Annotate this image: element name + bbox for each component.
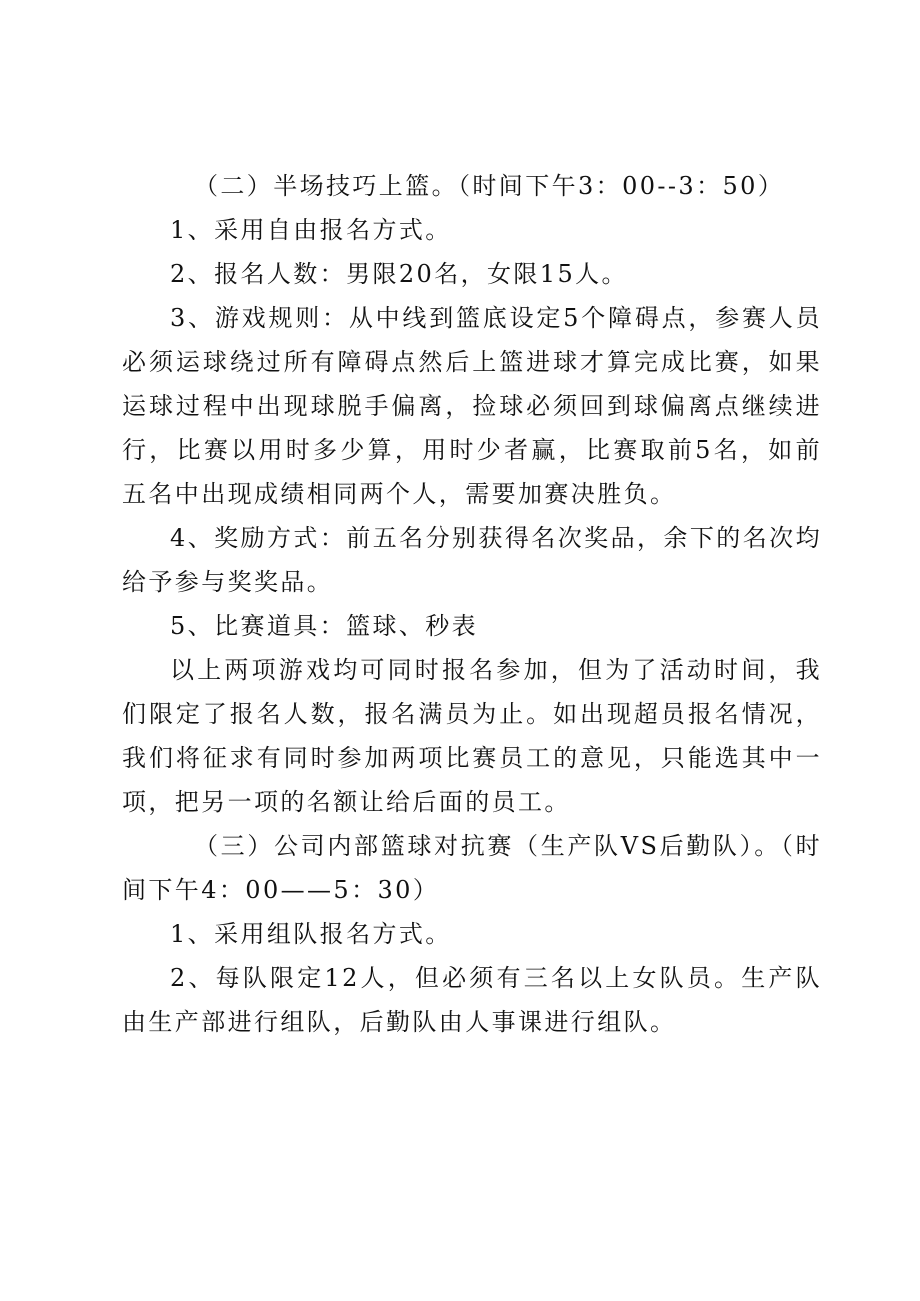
paragraph-team-size: 2、每队限定12人，但必须有三名以上女队员。生产队由生产部进行组队，后勤队由人事课进行组队。: [122, 964, 822, 1036]
paragraph-registration-note: 以上两项游戏均可同时报名参加，但为了活动时间，我们限定了报名人数，报名满员为止。如出现超员报名情况，我们将征求有同时参加两项比赛员工的意见，只能选其中一项，把另一项的名额让给后面的员工。: [122, 656, 822, 816]
paragraph-team-registration: 1、采用组队报名方式。: [170, 920, 452, 948]
paragraph-rewards: 4、奖励方式：前五名分别获得名次奖品，余下的名次均给予参与奖奖品。: [122, 524, 822, 596]
document-body: [122, 164, 822, 1044]
paragraph-registration-method: 1、采用自由报名方式。: [170, 216, 452, 244]
paragraph-registration-limit: 2、报名人数：男限20名，女限15人。: [170, 260, 628, 288]
section-heading-half-court-layup: （二）半场技巧上篮。（时间下午3：00--3：50）: [194, 172, 785, 200]
paragraph-equipment: 5、比赛道具：篮球、秒表: [170, 612, 479, 640]
paragraph-game-rules: 3、游戏规则：从中线到篮底设定5个障碍点，参赛人员必须运球绕过所有障碍点然后上篮进球才算完成比赛，如果运球过程中出现球脱手偏离，捡球必须回到球偏离点继续进行，比赛以用时多少算，用时少者赢，比赛取前5名，如前五名中出现成绩相同两个人，需要加赛决胜负。: [122, 304, 822, 508]
section-heading-basketball-match: （三）公司内部篮球对抗赛（生产队VS后勤队）。（时间下午4：00——5：30）: [122, 832, 822, 904]
